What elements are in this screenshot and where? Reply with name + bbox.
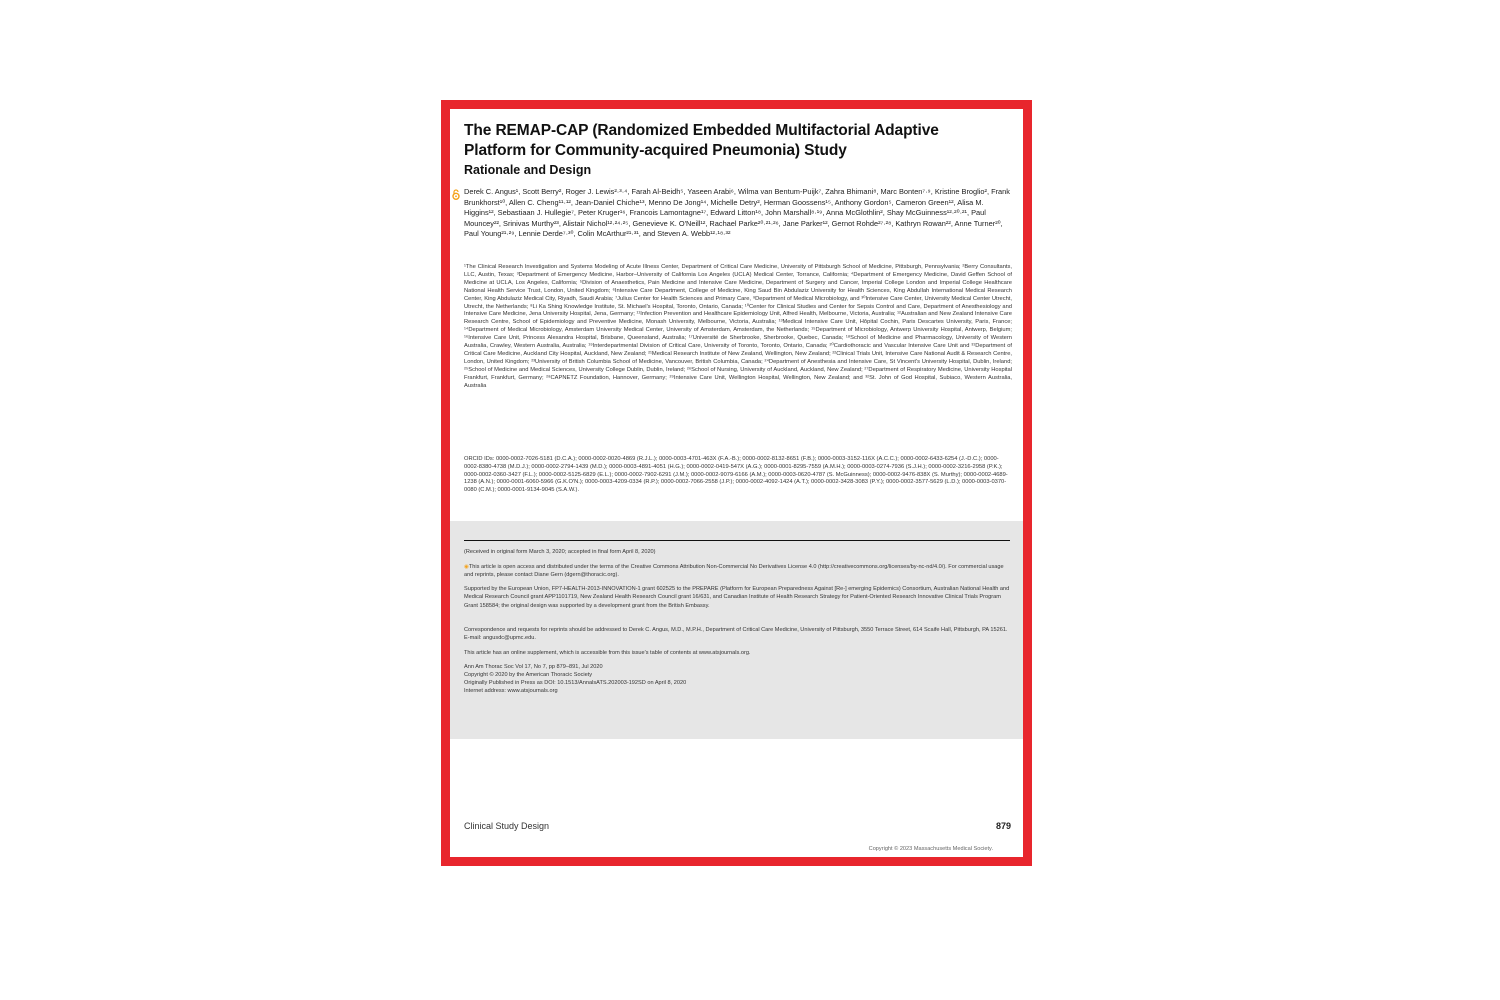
received-dates: (Received in original form March 3, 2020; accepted in final form April 8, 2020) bbox=[464, 549, 656, 555]
paper-page bbox=[450, 109, 1023, 857]
supplement-note: This article has an online supplement, which is accessible from this issue's table of contents at www.atsjournals.org. bbox=[464, 650, 751, 656]
footer-section-label: Clinical Study Design bbox=[464, 821, 550, 831]
author-list: Derek C. Angus¹, Scott Berry², Roger J. Lewis²·³·⁴, Farah Al-Beidh⁵, Yaseen Arabi⁶, Wilma van Bentum-Puijk⁷, Zahra Bhimani⁸, Marc Bonten⁷·⁹, Kristine Broglio², Frank Brunkhorst¹⁰, Allen C. Cheng¹¹·¹², Jean-Daniel Chiche¹³, Menno De Jong¹⁴, Michelle Detry², Herman Goossens¹⁵, Anthony Gordon⁵, Cameron Green¹², Alisa M. Higgins¹², Sebastiaan J. Hullegie⁷, Peter Kruger¹⁶, Francois Lamontagne¹⁷, Edward Litton¹⁸, John Marshall⁸·¹⁹, Anna McGlothlin², Shay McGuinness¹²·²⁰·²¹, Paul Mouncey²², Srinivas Murthy²³, Alistair Nichol¹²·²⁴·²⁵, Genevieve K. O'Neill¹², Rachael Parke²⁰·²¹·²⁶, Jane Parker¹², Gernot Rohde²⁷·²⁸, Kathryn Rowan²², Anne Turner²⁰, Paul Young²¹·²⁹, Lennie Derde⁷·³⁰, Colin McArthur²¹·³¹, and Steven A. Webb¹²·¹⁸·³² bbox=[464, 187, 1010, 239]
journal-line: Originally Published in Press as DOI: 10.1513/AnnalsATS.202003-192SD on April 8, 2020 bbox=[464, 680, 687, 686]
open-access-icon: ◉ bbox=[464, 564, 469, 570]
highlight-frame bbox=[441, 100, 1032, 866]
copyright-notice: Copyright © 2023 Massachusetts Medical Society. bbox=[868, 846, 993, 852]
paper-subtitle: Rationale and Design bbox=[464, 163, 592, 177]
funding-statement: Supported by the European Union, FP7-HEALTH-2013-INNOVATION-1 grant 602525 to the PREPARE (Platform for European Preparedness Against [Re-] emerging Epidemics) Consortium, Australian National Health and Medical Research Council grant APP1101719, New Zealand Health Research Council grant 16/631, and Canadian Institute of Health Research Strategy for Patient-Oriented Research Innovative Clinical Trials Program Grant 158584; the original design was supported by a development grant from the British Embassy. bbox=[464, 586, 1010, 609]
journal-line: Copyright © 2020 by the American Thoracic Society bbox=[464, 672, 593, 678]
divider bbox=[464, 540, 1010, 541]
open-access-text: This article is open access and distributed under the terms of the Creative Commons Attribution Non-Commercial No Derivatives License 4.0 (http://creativecommons.org/licenses/by-nc-nd/4.0/). For commercial usage and reprints, please contact Diane Gern (dgern@thoracic.org). bbox=[464, 564, 1004, 579]
page-number: 879 bbox=[995, 821, 1011, 831]
journal-line: Internet address: www.atsjournals.org bbox=[464, 688, 558, 694]
open-access-lock-icon bbox=[452, 189, 460, 200]
article-info-box bbox=[450, 521, 1023, 739]
correspondence: Correspondence and requests for reprints should be addressed to Derek C. Angus, M.D., M.P.H., Department of Critical Care Medicine, University of Pittsburgh, 3550 Terrace Street, 614 Scaife Hall, Pittsburgh, PA 15261. E-mail: angusdc@upmc.edu. bbox=[464, 627, 1008, 642]
journal-line: Ann Am Thorac Soc Vol 17, No 7, pp 879–891, Jul 2020 bbox=[464, 664, 603, 670]
paper-title: The REMAP-CAP (Randomized Embedded Multifactorial Adaptive Platform for Community-acquired Pneumonia) Study bbox=[464, 122, 939, 159]
open-access-note bbox=[464, 563, 1010, 580]
orcid-ids: ORCID IDs: 0000-0002-7026-5181 (D.C.A.); 0000-0002-0020-4869 (R.J.L.); 0000-0003-4701-463X (F.A.-B.); 0000-0002-8132-8651 (F.B.); 0000-0003-3152-116X (A.C.C.); 0000-0002-6433-6254 (J.-D.C.); 0000-0002-8380-4738 (M.D.J.); 0000-0002-2794-1439 (M.D.); 0000-0003-4891-4051 (H.G.); 0000-0002-0419-547X (A.G.); 0000-0001-8295-7559 (A.M.H.); 0000-0003-0274-7936 (S.J.H.); 0000-0002-3216-2958 (P.K.); 0000-0002-0360-3427 (F.L.); 0000-0002-5125-6829 (E.L.); 0000-0002-7902-6291 (J.M.); 0000-0002-9079-6166 (A.M.); 0000-0003-0620-4787 (S. McGuinness); 0000-0002-9476-838X (S. Murthy); 0000-0002-4689-1238 (A.N.); 0000-0001-6060-5966 (G.K.O'N.); 0000-0003-4209-0334 (R.P.); 0000-0002-7066-2558 (J.P.); 0000-0002-4092-1424 (A.T.); 0000-0002-3428-3083 (P.Y.); 0000-0002-3577-5629 (L.D.); 0000-0003-0370-0080 (C.M.); 0000-0001-9134-9045 (S.A.W.). bbox=[464, 456, 1008, 494]
affiliations: ¹The Clinical Research Investigation and Systems Modeling of Acute Illness Center, Department of Critical Care Medicine, University of Pittsburgh School of Medicine, Pittsburgh, Pennsylvania; ²Berry Consultants, LLC, Austin, Texas; ³Department of Emergency Medicine, Harbor–University of California Los Angeles (UCLA) Medical Center, Torrance, California; ⁴Department of Emergency Medicine, David Geffen School of Medicine at UCLA, Los Angeles, California; ⁵Division of Anaesthetics, Pain Medicine and Intensive Care Medicine, Department of Surgery and Cancer, Imperial College London and Imperial College Healthcare National Health Service Trust, London, United Kingdom; ⁶Intensive Care Department, College of Medicine, King Saud Bin Abdulaziz University for Health Sciences, King Abdullah International Medical Research Center, King Abdulaziz Medical City, Riyadh, Saudi Arabia; ⁷Julius Center for Health Sciences and Primary Care, ⁹Department of Medical Microbiology, and ³⁰Intensive Care Center, University Medical Center Utrecht, Utrecht, the Netherlands; ⁸Li Ka Shing Knowledge Institute, St. Michael's Hospital, Toronto, Ontario, Canada; ¹⁰Center for Clinical Studies and Center for Sepsis Control and Care, Department of Anesthesiology and Intensive Care Medicine, Jena University Hospital, Jena, Germany; ¹¹Infection Prevention and Healthcare Epidemiology Unit, Alfred Health, Melbourne, Victoria, Australia; ¹²Australian and New Zealand Intensive Care Research Centre, School of Epidemiology and Preventive Medicine, Monash University, Melbourne, Victoria, Australia; ¹³Medical Intensive Care Unit, Hôpital Cochin, Paris Descartes University, Paris, France; ¹⁴Department of Medical Microbiology, Amsterdam University Medical Center, University of Amsterdam, Amsterdam, the Netherlands; ¹⁵Department of Microbiology, Antwerp University Hospital, Antwerp, Belgium; ¹⁶Intensive Care Unit, Princess Alexandra Hospital, Brisbane, Queensland, Australia; ¹⁷Université de Sherbrooke, Sherbrooke, Quebec, Canada; ¹⁸School of Medicine and Pharmacology, University of Western Australia, Crawley, Western Australia, Australia; ¹⁹Interdepartmental Division of Critical Care, University of Toronto, Toronto, Ontario, Canada; ²⁰Cardiothoracic and Vascular Intensive Care Unit and ³¹Department of Critical Care Medicine, Auckland City Hospital, Auckland, New Zealand; ²¹Medical Research Institute of New Zealand, Wellington, New Zealand; ²²Clinical Trials Unit, Intensive Care National Audit & Research Centre, London, United Kingdom; ²³University of British Columbia School of Medicine, Vancouver, British Columbia, Canada; ²⁴Department of Anesthesia and Intensive Care, St Vincent's University Hospital, Dublin, Ireland; ²⁵School of Medicine and Medical Sciences, University College Dublin, Dublin, Ireland; ²⁶School of Nursing, University of Auckland, Auckland, New Zealand; ²⁷Department of Respiratory Medicine, University Hospital Frankfurt, Frankfurt, Germany; ²⁸CAPNETZ Foundation, Hannover, Germany; ²⁹Intensive Care Unit, Wellington Hospital, Wellington, New Zealand; and ³²St. John of God Hospital, Subiaco, Western Australia, Australia bbox=[464, 264, 1012, 389]
